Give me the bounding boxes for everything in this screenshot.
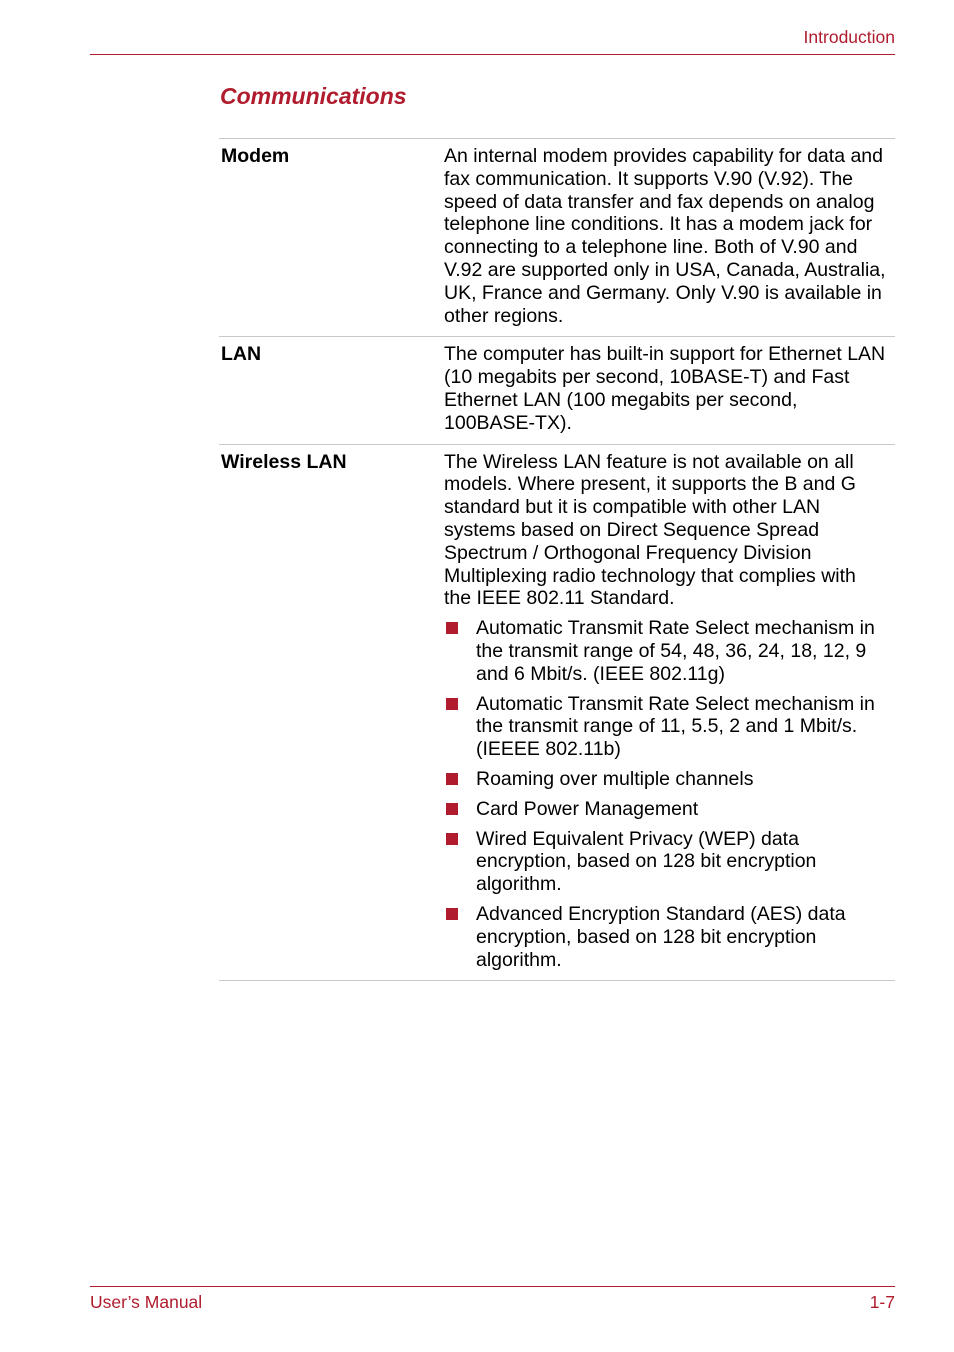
list-item-text: Wired Equivalent Privacy (WEP) data encryption, based on 128 bit encryption algorithm. [476,827,817,896]
footer-manual-title: User’s Manual [90,1292,203,1312]
square-bullet-icon [446,803,458,815]
square-bullet-icon [446,622,458,634]
header-rule [90,54,895,55]
feature-list [444,617,887,971]
list-item-text: Roaming over multiple channels [476,767,754,790]
page-number: 1-7 [869,1292,895,1312]
square-bullet-icon [446,773,458,785]
square-bullet-icon [446,833,458,845]
list-item-text: Advanced Encryption Standard (AES) data encryption, based on 128 bit encryption algorithm. [476,902,846,971]
list-item-text: Automatic Transmit Rate Select mechanism in the transmit range of 54, 48, 36, 24, 18, 12, 9 and 6 Mbit/s. (IEEE 802.11g) [476,617,875,685]
spec-row-lan [219,336,895,443]
spec-desc: An internal modem provides capability for data and fax communication. It supports V.90 (V.92). The speed of data transfer and fax depends on analog telephone line conditions. It has a modem jack for connecting to a telephone line. Both of V.90 and V.92 are supported only in USA, Canada, Australia, UK, France and Germany. Only V.90 is available in other regions. [444,145,886,327]
spec-term: Wireless LAN [221,450,347,473]
list-item-text: Automatic Transmit Rate Select mechanism in the transmit range of 11, 5.5, 2 and 1 Mbit/s. (IEEEE 802.11b) [476,692,875,761]
list-item [444,798,887,821]
spec-term: LAN [221,343,262,366]
spec-table [219,138,895,981]
spec-desc: The computer has built-in support for Ethernet LAN (10 megabits per second, 10BASE-T) and Fast Ethernet LAN (100 megabits per second, 100BASE-TX). [444,343,886,434]
list-item-text: Card Power Management [476,797,699,820]
spec-row-wireless-lan [219,444,895,982]
spec-term: Modem [221,145,290,167]
square-bullet-icon [446,908,458,920]
list-item [444,617,887,685]
section-title: Communications [220,83,407,109]
spec-row-modem [219,138,895,336]
list-item [444,768,887,791]
spec-desc: The Wireless LAN feature is not available on all models. Where present, it supports the B and G standard but it is compatible with other LAN systems based on Direct Sequence Spread Spectrum / Orthogonal Frequency Division Multiplexing radio technology that complies with the IEEE 802.11 Standard. [444,450,856,610]
spec-desc-wrapper [444,451,895,972]
list-item [444,828,887,896]
square-bullet-icon [446,698,458,710]
running-header: Introduction [803,27,895,47]
footer-rule [90,1286,895,1287]
list-item [444,903,887,971]
list-item [444,693,887,761]
